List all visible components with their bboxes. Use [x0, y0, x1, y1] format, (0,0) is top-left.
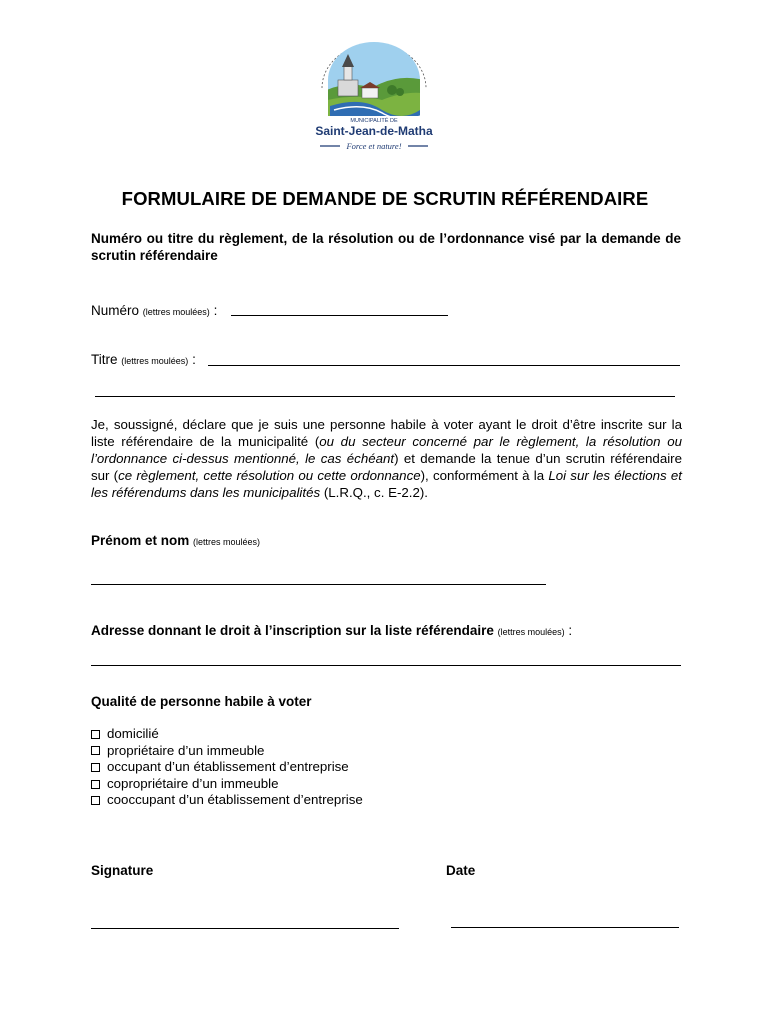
option-label: occupant d’un établissement d’entreprise [107, 759, 349, 775]
subject-heading: Numéro ou titre du règlement, de la résolution ou de l’ordonnance visé par la demande de scrutin référendaire [91, 231, 681, 263]
decl-italic-1: ou du secteur concerné par le règlement, la résolution ou l’ordonnance ci-dessus mentionné, le cas échéant [91, 434, 682, 466]
adresse-hint: (lettres moulées) [497, 627, 565, 637]
date-input-line[interactable] [451, 927, 679, 928]
prenom-nom-hint: (lettres moulées) [193, 537, 261, 547]
page-title: FORMULAIRE DE DEMANDE DE SCRUTIN RÉFÉRENDAIRE [121, 188, 649, 209]
checkbox[interactable] [91, 763, 100, 772]
titre-label: Titre [91, 352, 118, 367]
numero-field [91, 302, 451, 321]
signature-input-line[interactable] [91, 928, 399, 929]
decl-text-3: ), conformément à la [420, 468, 549, 483]
decl-italic-2: ce règlement, cette résolution ou cette ordonnance [118, 468, 421, 483]
prenom-nom-field [91, 532, 260, 551]
declaration-paragraph [91, 416, 682, 501]
decl-italic-3: Loi sur les élections et les référendums dans les municipalités [91, 468, 682, 500]
option-label: propriétaire d’un immeuble [107, 742, 265, 758]
option-domicilie[interactable] [91, 726, 363, 743]
option-proprietaire[interactable] [91, 743, 363, 760]
numero-label: Numéro [91, 303, 140, 318]
prenom-nom-input-line[interactable] [91, 584, 546, 585]
option-label: domicilié [107, 726, 159, 741]
adresse-colon: : [568, 623, 573, 638]
qualite-options [91, 726, 363, 809]
adresse-label: Adresse donnant le droit à l’inscription sur la liste référendaire [91, 623, 494, 638]
numero-colon: : [213, 303, 218, 318]
option-occupant[interactable] [91, 759, 363, 776]
checkbox[interactable] [91, 780, 100, 789]
option-coproprietaire[interactable] [91, 776, 363, 793]
adresse-input-line[interactable] [91, 665, 681, 666]
decl-text-2: ) et demande la tenue d’un scrutin référendaire sur ( [91, 451, 682, 483]
titre-field [91, 351, 196, 370]
option-label: cooccupant d’un établissement d’entreprise [107, 792, 363, 808]
prenom-nom-label: Prénom et nom [91, 533, 190, 548]
adresse-field [91, 622, 572, 641]
logo-name: Saint-Jean-de-Matha [315, 124, 433, 138]
numero-input-line[interactable] [231, 315, 448, 316]
option-cooccupant[interactable] [91, 792, 363, 809]
signature-label: Signature [91, 863, 154, 878]
decl-text-4: (L.R.Q., c. E-2.2). [320, 485, 428, 500]
decl-text-1: Je, soussigné, déclare que je suis une personne habile à voter ayant le droit d’être inscrite sur la liste référendaire de la municipalité ( [91, 417, 682, 449]
logo-slogan: Force et nature! [346, 141, 402, 151]
titre-input-line-2[interactable] [95, 396, 675, 397]
checkbox[interactable] [91, 746, 100, 755]
titre-colon: : [192, 352, 196, 367]
municipality-logo [312, 40, 436, 158]
titre-hint: (lettres moulées) [121, 356, 189, 366]
option-label: copropriétaire d’un immeuble [107, 775, 279, 791]
qualite-heading: Qualité de personne habile à voter [91, 694, 312, 709]
titre-input-line-1[interactable] [208, 365, 680, 366]
numero-hint: (lettres moulées) [142, 307, 210, 317]
date-label: Date [446, 863, 476, 878]
checkbox[interactable] [91, 796, 100, 805]
checkbox[interactable] [91, 730, 100, 739]
logo-line1: MUNICIPALITÉ DE [350, 118, 398, 124]
